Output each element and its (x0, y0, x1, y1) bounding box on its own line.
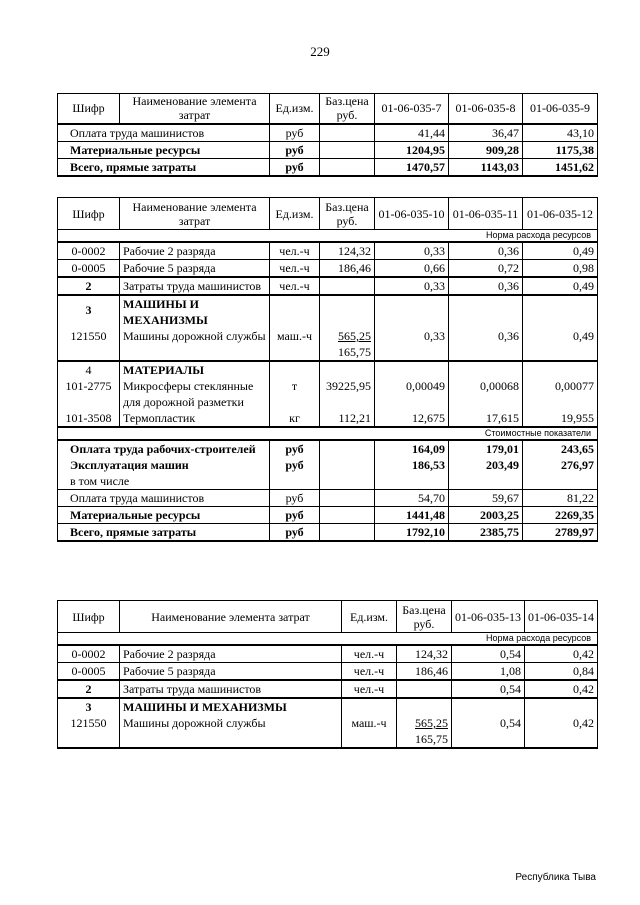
price-underlined: 565,25 (338, 329, 371, 343)
cell-code: 101-3508 (58, 410, 120, 427)
cell-price (320, 141, 375, 158)
cell-value: 12,675 (375, 410, 449, 427)
cost-row (58, 524, 598, 542)
cost-value: 1441,48 (375, 507, 449, 524)
table-row (58, 328, 598, 361)
header-col-1: 01-06-035-7 (375, 94, 449, 124)
price-underlined: 565,25 (415, 716, 448, 730)
table-row (58, 663, 598, 681)
group-number: 3 (85, 700, 92, 714)
cell-code (58, 361, 120, 410)
cell-name: Материальные ресурсы (58, 141, 270, 158)
header-col-2: 01-06-035-14 (525, 601, 598, 633)
cost-row (58, 490, 598, 507)
table-header-row (58, 601, 598, 633)
group-title: МАШИНЫ И МЕХАНИЗМЫ (123, 700, 287, 714)
header-name: Наименование элемента затрат (120, 601, 342, 633)
cell-value: 0,42 (525, 645, 598, 663)
cell-value: 0,54 (452, 698, 525, 748)
cost-value: 203,49 (449, 457, 523, 473)
cell-value: 0,00077 (523, 361, 598, 410)
cost-value: 59,67 (449, 490, 523, 507)
cost-unit: руб (270, 457, 320, 473)
header-code: Шифр (58, 198, 120, 230)
cell-code: 121550 (58, 328, 120, 361)
cell-value: 0,54 (452, 645, 525, 663)
table-row (58, 141, 598, 158)
price-secondary: 165,75 (338, 345, 371, 359)
cell-value: 1451,62 (523, 158, 598, 176)
cell-name (120, 361, 270, 410)
header-price: Баз.цена руб. (397, 601, 452, 633)
cell-name: Затраты труда машинистов (120, 680, 342, 698)
cost-unit: руб (270, 507, 320, 524)
table-row (58, 698, 598, 748)
page-number: 229 (310, 44, 330, 59)
table-row (58, 158, 598, 176)
table-row (58, 124, 598, 142)
cell-price (320, 277, 375, 295)
cost-name: Оплата труда машинистов (58, 490, 270, 507)
cell-value: 43,10 (523, 124, 598, 142)
cell-value: 0,00049 (375, 361, 449, 410)
header-col-2: 01-06-035-11 (449, 198, 523, 230)
cell-code: 0-0005 (58, 663, 120, 681)
resource-table-1 (57, 93, 598, 177)
cost-row (58, 440, 598, 457)
cell-value: 0,49 (523, 277, 598, 295)
header-price: Баз.цена руб. (320, 94, 375, 124)
cell-unit: руб (270, 141, 320, 158)
cell-name (120, 698, 342, 748)
cell-value: 36,47 (449, 124, 523, 142)
header-col-3: 01-06-035-12 (523, 198, 598, 230)
table-row (58, 242, 598, 260)
cell-value: 0,00068 (449, 361, 523, 410)
header-unit: Ед.изм. (342, 601, 397, 633)
cell-unit: чел.-ч (270, 242, 320, 260)
header-unit: Ед.изм. (270, 94, 320, 124)
header-col-1: 01-06-035-10 (375, 198, 449, 230)
cost-value: 2269,35 (523, 507, 598, 524)
cell-value: 17,615 (449, 410, 523, 427)
section-norm-label: Норма расхода ресурсов (58, 230, 598, 243)
cell-price (397, 680, 452, 698)
group-number: 4 (85, 363, 92, 377)
group-title: МАТЕРИАЛЫ (123, 363, 204, 377)
table-row (58, 410, 598, 427)
section-row (58, 427, 598, 440)
cost-row (58, 507, 598, 524)
cell-unit: чел.-ч (270, 260, 320, 278)
cell-value: 0,33 (375, 277, 449, 295)
cell-price (320, 158, 375, 176)
cell-value: 0,42 (525, 698, 598, 748)
cell-price (320, 124, 375, 142)
table-header-row (58, 198, 598, 230)
cell-value: 41,44 (375, 124, 449, 142)
section-cost-label: Стоимостные показатели (58, 427, 598, 440)
header-name: Наименование элемента затрат (120, 94, 270, 124)
cell-value: 0,33 (375, 242, 449, 260)
cost-value: 186,53 (375, 457, 449, 473)
cost-row (58, 457, 598, 473)
price-secondary: 165,75 (415, 732, 448, 746)
cell-unit: чел.-ч (342, 680, 397, 698)
table-row (58, 260, 598, 278)
resource-table-3 (57, 600, 598, 749)
cell-name: Всего, прямые затраты (58, 158, 270, 176)
cell-price: 124,32 (397, 645, 452, 663)
cell-name: Рабочие 2 разряда (120, 242, 270, 260)
cell-value: 0,54 (452, 680, 525, 698)
cell-value: 0,66 (375, 260, 449, 278)
machine-code: 121550 (70, 716, 107, 730)
cost-value: 81,22 (523, 490, 598, 507)
cost-name: Всего, прямые затраты (58, 524, 270, 542)
header-unit: Ед.изм. (270, 198, 320, 230)
cell-value: 0,49 (523, 328, 598, 361)
material-name: Микросферы стеклянные для дорожной разметки (123, 379, 254, 409)
cell-name: Машины дорожной службы (120, 328, 270, 361)
table-row (58, 361, 598, 410)
cost-value: 1792,10 (375, 524, 449, 542)
cell-value: 909,28 (449, 141, 523, 158)
table-row (58, 645, 598, 663)
header-code: Шифр (58, 94, 120, 124)
cell-name: Затраты труда машинистов (120, 277, 270, 295)
group-title: МАШИНЫ И МЕХАНИЗМЫ (120, 295, 270, 328)
cell-price (397, 698, 452, 748)
table-row (58, 680, 598, 698)
cell-value: 1175,38 (523, 141, 598, 158)
material-code: 101-2775 (65, 379, 112, 393)
cell-price: 186,46 (397, 663, 452, 681)
header-col-2: 01-06-035-8 (449, 94, 523, 124)
resource-table-2 (57, 197, 598, 542)
cell-value: 19,955 (523, 410, 598, 427)
cell-code: 0-0002 (58, 645, 120, 663)
cell-unit: руб (270, 124, 320, 142)
cell-price (320, 328, 375, 361)
section-norm-label: Норма расхода ресурсов (58, 633, 598, 646)
cost-unit: руб (270, 440, 320, 457)
cell-value: 0,36 (449, 277, 523, 295)
section-row (58, 633, 598, 646)
cell-value: 0,49 (523, 242, 598, 260)
group-row (58, 295, 598, 328)
cost-value: 164,09 (375, 440, 449, 457)
cell-unit: чел.-ч (342, 663, 397, 681)
cell-price: 124,32 (320, 242, 375, 260)
cell-unit: чел.-ч (270, 277, 320, 295)
header-code: Шифр (58, 601, 120, 633)
cost-name: Материальные ресурсы (58, 507, 270, 524)
cell-value: 0,42 (525, 680, 598, 698)
table-header-row (58, 94, 598, 124)
cell-value: 0,98 (523, 260, 598, 278)
cell-unit: маш.-ч (270, 328, 320, 361)
cell-code: 0-0005 (58, 260, 120, 278)
cost-unit: руб (270, 524, 320, 542)
cost-row (58, 473, 598, 490)
header-name: Наименование элемента затрат (120, 198, 270, 230)
cell-name: Рабочие 5 разряда (120, 260, 270, 278)
cell-price: 186,46 (320, 260, 375, 278)
cell-price: 112,21 (320, 410, 375, 427)
cell-value: 1204,95 (375, 141, 449, 158)
section-row (58, 230, 598, 243)
cell-name: Рабочие 2 разряда (120, 645, 342, 663)
cell-price: 39225,95 (320, 361, 375, 410)
cell-code (58, 698, 120, 748)
cost-unit: руб (270, 490, 320, 507)
cell-code: 3 (58, 295, 120, 328)
cost-name: Эксплуатация машин (58, 457, 270, 473)
cell-unit: руб (270, 158, 320, 176)
table-row (58, 277, 598, 295)
cell-name: Термопластик (120, 410, 270, 427)
header-col-1: 01-06-035-13 (452, 601, 525, 633)
cost-value: 276,97 (523, 457, 598, 473)
cell-value: 1,08 (452, 663, 525, 681)
cell-code: 2 (58, 277, 120, 295)
cost-value: 54,70 (375, 490, 449, 507)
machine-name: Машины дорожной службы (123, 716, 266, 730)
cell-value: 0,36 (449, 242, 523, 260)
header-col-3: 01-06-035-9 (523, 94, 598, 124)
cost-name: в том числе (58, 473, 270, 490)
cost-value: 2789,97 (523, 524, 598, 542)
cell-value: 0,33 (375, 328, 449, 361)
cell-value: 0,36 (449, 328, 523, 361)
cell-unit: маш.-ч (342, 698, 397, 748)
cell-code: 2 (58, 680, 120, 698)
cell-value: 1143,03 (449, 158, 523, 176)
cell-unit: т (270, 361, 320, 410)
cost-value: 243,65 (523, 440, 598, 457)
cell-name: Оплата труда машинистов (58, 124, 270, 142)
cell-code: 0-0002 (58, 242, 120, 260)
cell-unit: чел.-ч (342, 645, 397, 663)
cell-name: Рабочие 5 разряда (120, 663, 342, 681)
cost-value: 179,01 (449, 440, 523, 457)
cost-value: 2385,75 (449, 524, 523, 542)
cost-value: 2003,25 (449, 507, 523, 524)
cell-unit: кг (270, 410, 320, 427)
cell-value: 0,72 (449, 260, 523, 278)
cell-value: 1470,57 (375, 158, 449, 176)
cost-name: Оплата труда рабочих-строителей (58, 440, 270, 457)
footer-region: Республика Тыва (515, 872, 596, 883)
header-price: Баз.цена руб. (320, 198, 375, 230)
cell-value: 0,84 (525, 663, 598, 681)
